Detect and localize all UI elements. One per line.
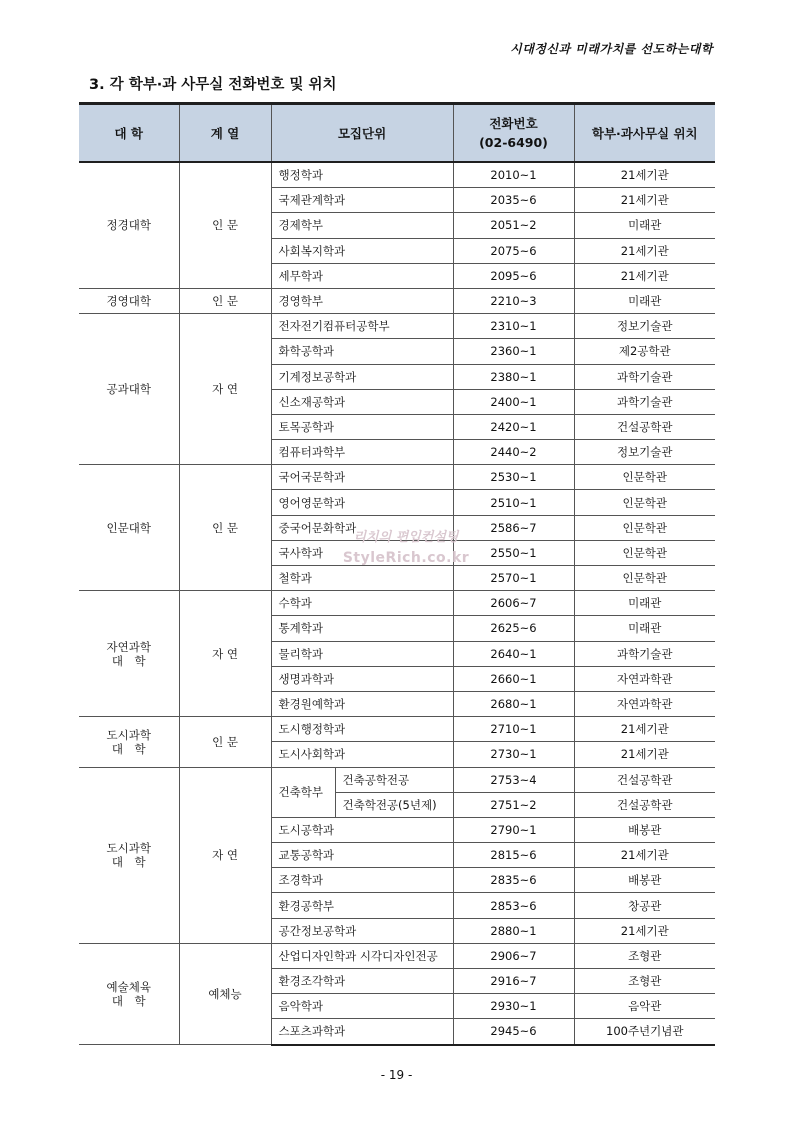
unit-cell: 환경공학부: [271, 893, 453, 918]
phone-cell: 2310~1: [453, 314, 574, 339]
location-cell: 건설공학관: [574, 792, 715, 817]
track-cell: 자 연: [179, 767, 271, 943]
phone-cell: 2730~1: [453, 742, 574, 767]
watermark-text: 리치의 편입컨설팅: [353, 530, 459, 545]
unit-cell: 행정학과: [271, 162, 453, 188]
unit-cell: 경제학부: [271, 213, 453, 238]
unit-cell: 경영학부: [271, 288, 453, 313]
location-cell: 정보기술관: [574, 440, 715, 465]
unit-cell: 중국어문화학과: [271, 515, 453, 540]
unit-cell: 수학과: [271, 591, 453, 616]
unit-cell: 도시공학과: [271, 817, 453, 842]
college-name-suffix: 대 학: [111, 993, 146, 1008]
phone-cell: 2906~7: [453, 943, 574, 968]
unit-cell: 기계정보공학과: [271, 364, 453, 389]
location-cell: 과학기술관: [574, 364, 715, 389]
page-number: - 19 -: [380, 1068, 413, 1082]
track-cell: 자 연: [179, 314, 271, 465]
phone-cell: 2753~4: [453, 767, 574, 792]
location-cell: 인문학관: [574, 540, 715, 565]
unit-cell: 세무학과: [271, 263, 453, 288]
table-row: [79, 767, 715, 792]
unit-cell: 사회복지학과: [271, 238, 453, 263]
college-name: 공과대학: [106, 382, 151, 397]
phone-cell: 2606~7: [453, 591, 574, 616]
phone-cell: 2586~7: [453, 515, 574, 540]
header-phone: [453, 104, 574, 163]
college-name-suffix: 대 학: [111, 741, 146, 756]
header-unit: 모집단위: [271, 104, 453, 163]
unit-cell: 환경조각학과: [271, 969, 453, 994]
unit-cell: 국제관계학과: [271, 188, 453, 213]
table-row: [79, 465, 715, 490]
college-name: 도시과학: [106, 727, 151, 742]
location-cell: 미래관: [574, 288, 715, 313]
unit-cell: 교통공학과: [271, 843, 453, 868]
phone-cell: 2790~1: [453, 817, 574, 842]
unit-cell: 산업디자인학과 시각디자인전공: [271, 943, 453, 968]
unit-group-cell: 건축학부: [271, 767, 335, 817]
college-cell: [79, 288, 179, 313]
location-cell: 미래관: [574, 591, 715, 616]
phone-cell: 2570~1: [453, 566, 574, 591]
phone-cell: 2051~2: [453, 213, 574, 238]
track-cell: 예체능: [179, 943, 271, 1044]
college-cell: [79, 767, 179, 943]
major-cell: 건축공학전공: [335, 767, 453, 792]
unit-cell: 컴퓨터과학부: [271, 440, 453, 465]
college-cell: [79, 591, 179, 717]
phone-cell: 2835~6: [453, 868, 574, 893]
table-row: [79, 288, 715, 313]
phone-cell: 2210~3: [453, 288, 574, 313]
track-cell: 자 연: [179, 591, 271, 717]
location-cell: 자연과학관: [574, 666, 715, 691]
watermark-url: StyleRich.co.kr: [342, 550, 470, 566]
phone-cell: 2930~1: [453, 994, 574, 1019]
college-cell: [79, 943, 179, 1044]
unit-cell: 철학과: [271, 566, 453, 591]
college-name: 인문대학: [106, 520, 151, 535]
college-cell: [79, 162, 179, 288]
header-phone-label: 전화번호: [489, 116, 538, 131]
phone-cell: 2815~6: [453, 843, 574, 868]
phone-cell: 2945~6: [453, 1019, 574, 1045]
unit-cell: 도시사회학과: [271, 742, 453, 767]
slogan: 시대정신과 미래가치를 선도하는대학: [510, 42, 713, 56]
unit-cell: 생명과학과: [271, 666, 453, 691]
phone-cell: 2510~1: [453, 490, 574, 515]
phone-cell: 2880~1: [453, 918, 574, 943]
college-name: 경영대학: [106, 294, 151, 309]
location-cell: 21세기관: [574, 918, 715, 943]
phone-cell: 2660~1: [453, 666, 574, 691]
location-cell: 21세기관: [574, 162, 715, 188]
location-cell: 인문학관: [574, 465, 715, 490]
phone-cell: 2360~1: [453, 339, 574, 364]
location-cell: 21세기관: [574, 188, 715, 213]
phone-cell: 2710~1: [453, 717, 574, 742]
unit-cell: 물리학과: [271, 641, 453, 666]
unit-cell: 조경학과: [271, 868, 453, 893]
location-cell: 건설공학관: [574, 414, 715, 439]
table-row: [79, 943, 715, 968]
unit-cell: 영어영문학과: [271, 490, 453, 515]
phone-cell: 2640~1: [453, 641, 574, 666]
unit-cell: 국어국문학과: [271, 465, 453, 490]
location-cell: 배봉관: [574, 868, 715, 893]
unit-cell: 화학공학과: [271, 339, 453, 364]
unit-cell: 토목공학과: [271, 414, 453, 439]
location-cell: 인문학관: [574, 490, 715, 515]
college-name: 정경대학: [106, 218, 151, 233]
location-cell: 미래관: [574, 213, 715, 238]
phone-cell: 2095~6: [453, 263, 574, 288]
college-name: 자연과학: [106, 639, 151, 654]
location-cell: 자연과학관: [574, 691, 715, 716]
location-cell: 21세기관: [574, 717, 715, 742]
table-header-row: [79, 104, 715, 163]
location-cell: 과학기술관: [574, 641, 715, 666]
phone-cell: 2853~6: [453, 893, 574, 918]
track-cell: 인 문: [179, 717, 271, 767]
college-name-suffix: 대 학: [111, 855, 146, 870]
phone-cell: 2625~6: [453, 616, 574, 641]
phone-cell: 2550~1: [453, 540, 574, 565]
location-cell: 음악관: [574, 994, 715, 1019]
phone-cell: 2680~1: [453, 691, 574, 716]
phone-cell: 2751~2: [453, 792, 574, 817]
unit-cell: 공간정보공학과: [271, 918, 453, 943]
table-row: [79, 162, 715, 188]
location-cell: 미래관: [574, 616, 715, 641]
phone-cell: 2075~6: [453, 238, 574, 263]
college-name-suffix: 대 학: [111, 653, 146, 668]
phone-cell: 2010~1: [453, 162, 574, 188]
location-cell: 21세기관: [574, 238, 715, 263]
track-cell: 인 문: [179, 162, 271, 288]
major-cell: 건축학전공(5년제): [335, 792, 453, 817]
section-title: 3. 각 학부·과 사무실 전화번호 및 위치: [89, 77, 337, 93]
phone-cell: 2530~1: [453, 465, 574, 490]
location-cell: 창공관: [574, 893, 715, 918]
header-phone-prefix: (02-6490): [479, 135, 548, 150]
location-cell: 조형관: [574, 969, 715, 994]
table-row: [79, 314, 715, 339]
location-cell: 과학기술관: [574, 389, 715, 414]
location-cell: 정보기술관: [574, 314, 715, 339]
header-college: 대 학: [79, 104, 179, 163]
table-row: [79, 717, 715, 742]
track-cell: 인 문: [179, 288, 271, 313]
unit-cell: 음악학과: [271, 994, 453, 1019]
location-cell: 인문학관: [574, 515, 715, 540]
unit-cell: 도시행정학과: [271, 717, 453, 742]
track-cell: 인 문: [179, 465, 271, 591]
location-cell: 인문학관: [574, 566, 715, 591]
college-name: 도시과학: [106, 841, 151, 856]
college-cell: [79, 314, 179, 465]
location-cell: 배봉관: [574, 817, 715, 842]
location-cell: 21세기관: [574, 742, 715, 767]
location-cell: 21세기관: [574, 263, 715, 288]
header-location: 학부·과사무실 위치: [574, 104, 715, 163]
college-cell: [79, 717, 179, 767]
phone-cell: 2400~1: [453, 389, 574, 414]
header-track: 계 열: [179, 104, 271, 163]
location-cell: 제2공학관: [574, 339, 715, 364]
location-cell: 100주년기념관: [574, 1019, 715, 1045]
unit-cell: 통계학과: [271, 616, 453, 641]
phone-cell: 2035~6: [453, 188, 574, 213]
college-cell: [79, 465, 179, 591]
college-name: 예술체육: [106, 979, 151, 994]
unit-cell: 환경원예학과: [271, 691, 453, 716]
unit-cell: 스포츠과학과: [271, 1019, 453, 1045]
unit-cell: 국사학과: [271, 540, 453, 565]
unit-cell: 신소재공학과: [271, 389, 453, 414]
table-row: [79, 591, 715, 616]
location-cell: 건설공학관: [574, 767, 715, 792]
phone-cell: 2380~1: [453, 364, 574, 389]
unit-cell: 전자전기컴퓨터공학부: [271, 314, 453, 339]
department-directory-table: [79, 102, 715, 1046]
phone-cell: 2420~1: [453, 414, 574, 439]
phone-cell: 2440~2: [453, 440, 574, 465]
location-cell: 조형관: [574, 943, 715, 968]
phone-cell: 2916~7: [453, 969, 574, 994]
location-cell: 21세기관: [574, 843, 715, 868]
